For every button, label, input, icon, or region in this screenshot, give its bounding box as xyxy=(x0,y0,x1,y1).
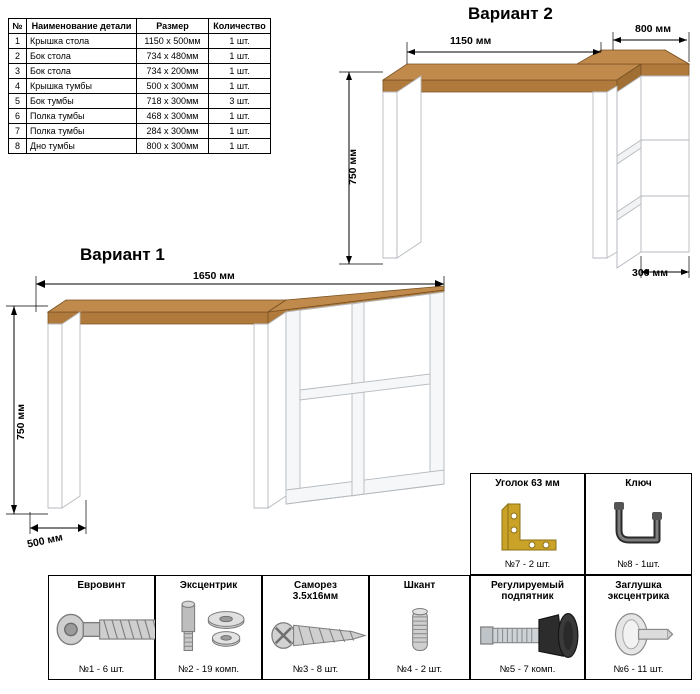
cell-name: Дно тумбы xyxy=(27,139,137,154)
cell-qty: 1 шт. xyxy=(209,34,271,49)
variant2-center-leg xyxy=(593,86,617,258)
hardware-title-line2: подпятник xyxy=(501,591,554,602)
hardware-qty: №7 - 2 шт. xyxy=(504,559,551,570)
cell-size: 468 x 300мм xyxy=(137,109,209,124)
hardware-title xyxy=(263,580,368,602)
variant1-shelf-unit xyxy=(286,292,444,504)
cell-size: 800 x 300мм xyxy=(137,139,209,154)
cell-name: Бок стола xyxy=(27,64,137,79)
hardware-qty: №1 - 6 шт. xyxy=(78,664,125,675)
cell-size: 734 x 200мм xyxy=(137,64,209,79)
adjustable-foot-icon xyxy=(471,610,584,661)
table-header-size: Размер xyxy=(137,19,209,34)
cell-num: 1 xyxy=(9,34,27,49)
cell-size: 718 x 300мм xyxy=(137,94,209,109)
hardware-title-line2: 3.5x16мм xyxy=(292,591,339,602)
variant1-left-leg xyxy=(48,312,80,508)
variant2-dim-height-label: 750 мм xyxy=(347,149,359,185)
cell-name: Полка тумбы xyxy=(27,109,137,124)
hardware-cell-allen-key xyxy=(585,473,692,575)
cell-num: 8 xyxy=(9,139,27,154)
cell-qty: 3 шт. xyxy=(209,94,271,109)
cell-num: 5 xyxy=(9,94,27,109)
hardware-title: Ключ xyxy=(625,478,652,489)
cell-num: 4 xyxy=(9,79,27,94)
hardware-cell-self-tapping-screw xyxy=(262,575,369,680)
variant2-dim-top-left-label: 1150 мм xyxy=(450,35,492,47)
table-row xyxy=(9,109,271,124)
table-row xyxy=(9,34,271,49)
hardware-qty: №4 - 2 шт. xyxy=(396,664,443,675)
corner-bracket-icon xyxy=(471,496,584,556)
table-row xyxy=(9,79,271,94)
hardware-title: Эксцентрик xyxy=(179,580,238,591)
cell-name: Полка тумбы xyxy=(27,124,137,139)
hardware-qty: №6 - 11 шт. xyxy=(613,664,664,675)
hardware-qty: №5 - 7 комп. xyxy=(499,664,556,675)
hardware-qty: №8 - 1шт. xyxy=(617,559,660,570)
variant1-dim-depth-label: 500 мм xyxy=(26,531,64,551)
cell-name: Крышка тумбы xyxy=(27,79,137,94)
cell-qty: 1 шт. xyxy=(209,109,271,124)
cell-num: 6 xyxy=(9,109,27,124)
cell-size: 284 x 300мм xyxy=(137,124,209,139)
hardware-cell-adjustable-foot xyxy=(470,575,585,680)
hardware-cell-cam-lock xyxy=(155,575,262,680)
cell-num: 2 xyxy=(9,49,27,64)
cell-size: 1150 x 500мм xyxy=(137,34,209,49)
cell-qty: 1 шт. xyxy=(209,79,271,94)
hardware-qty: №3 - 8 шт. xyxy=(292,664,339,675)
variant1-dim-width-label: 1650 мм xyxy=(193,270,235,282)
table-row xyxy=(9,139,271,154)
hardware-cell-corner-bracket xyxy=(470,473,585,575)
hardware-qty: №2 - 19 комп. xyxy=(178,664,239,675)
cell-name: Бок тумбы xyxy=(27,94,137,109)
hardware-cell-euro-screw xyxy=(48,575,155,680)
variant1-center-leg xyxy=(254,312,286,508)
allen-key-icon xyxy=(586,496,691,556)
table-row xyxy=(9,64,271,79)
variant1-dim-height xyxy=(6,306,48,514)
variant2-drawing xyxy=(325,20,700,285)
table-header-row xyxy=(9,19,271,34)
cell-qty: 1 шт. xyxy=(209,64,271,79)
cam-cover-icon xyxy=(586,610,691,661)
table-header-qty: Количество xyxy=(209,19,271,34)
table-row xyxy=(9,94,271,109)
variant2-dim-top-left xyxy=(407,42,601,64)
hardware-title: Уголок 63 мм xyxy=(495,478,560,489)
hardware-title-line2: эксцентрика xyxy=(607,591,670,602)
variant2-dim-depth-label: 300 мм xyxy=(632,267,668,279)
cell-num: 3 xyxy=(9,64,27,79)
table-row xyxy=(9,124,271,139)
hardware-title-line1: Заглушка xyxy=(615,580,662,591)
variant2-dim-height xyxy=(339,72,383,264)
hardware-title: Евровинт xyxy=(77,580,126,591)
cell-name: Крышка стола xyxy=(27,34,137,49)
hardware-title-line1: Регулируемый xyxy=(491,580,564,591)
cell-num: 7 xyxy=(9,124,27,139)
hardware-title xyxy=(586,580,691,602)
hardware-title: Шкант xyxy=(403,580,436,591)
cell-size: 734 x 480мм xyxy=(137,49,209,64)
cell-qty: 1 шт. xyxy=(209,124,271,139)
cell-name: Бок стола xyxy=(27,49,137,64)
variant2-dim-top-right-label: 800 мм xyxy=(635,23,671,35)
table-row xyxy=(9,49,271,64)
cam-lock-icon xyxy=(156,598,261,661)
table-header-name: Наименование детали xyxy=(27,19,137,34)
variant1-dim-height-label: 750 мм xyxy=(15,404,27,440)
hardware-title-line1: Саморез xyxy=(294,580,337,591)
hardware-title xyxy=(471,580,584,602)
variant2-title: Вариант 2 xyxy=(468,4,553,23)
cell-size: 500 x 300мм xyxy=(137,79,209,94)
self-tapping-screw-icon xyxy=(263,610,368,661)
variant2-pedestal xyxy=(617,76,689,268)
hardware-cell-cam-cover xyxy=(585,575,692,680)
euro-screw-icon xyxy=(49,598,154,661)
hardware-cell-dowel xyxy=(369,575,470,680)
cell-qty: 1 шт. xyxy=(209,139,271,154)
variant1-title: Вариант 1 xyxy=(80,245,165,264)
table-header-num: № xyxy=(9,19,27,34)
variant2-left-leg xyxy=(383,76,421,258)
cell-qty: 1 шт. xyxy=(209,49,271,64)
dowel-icon xyxy=(370,598,469,661)
parts-table xyxy=(8,18,271,154)
variant1-drawing xyxy=(0,262,470,572)
